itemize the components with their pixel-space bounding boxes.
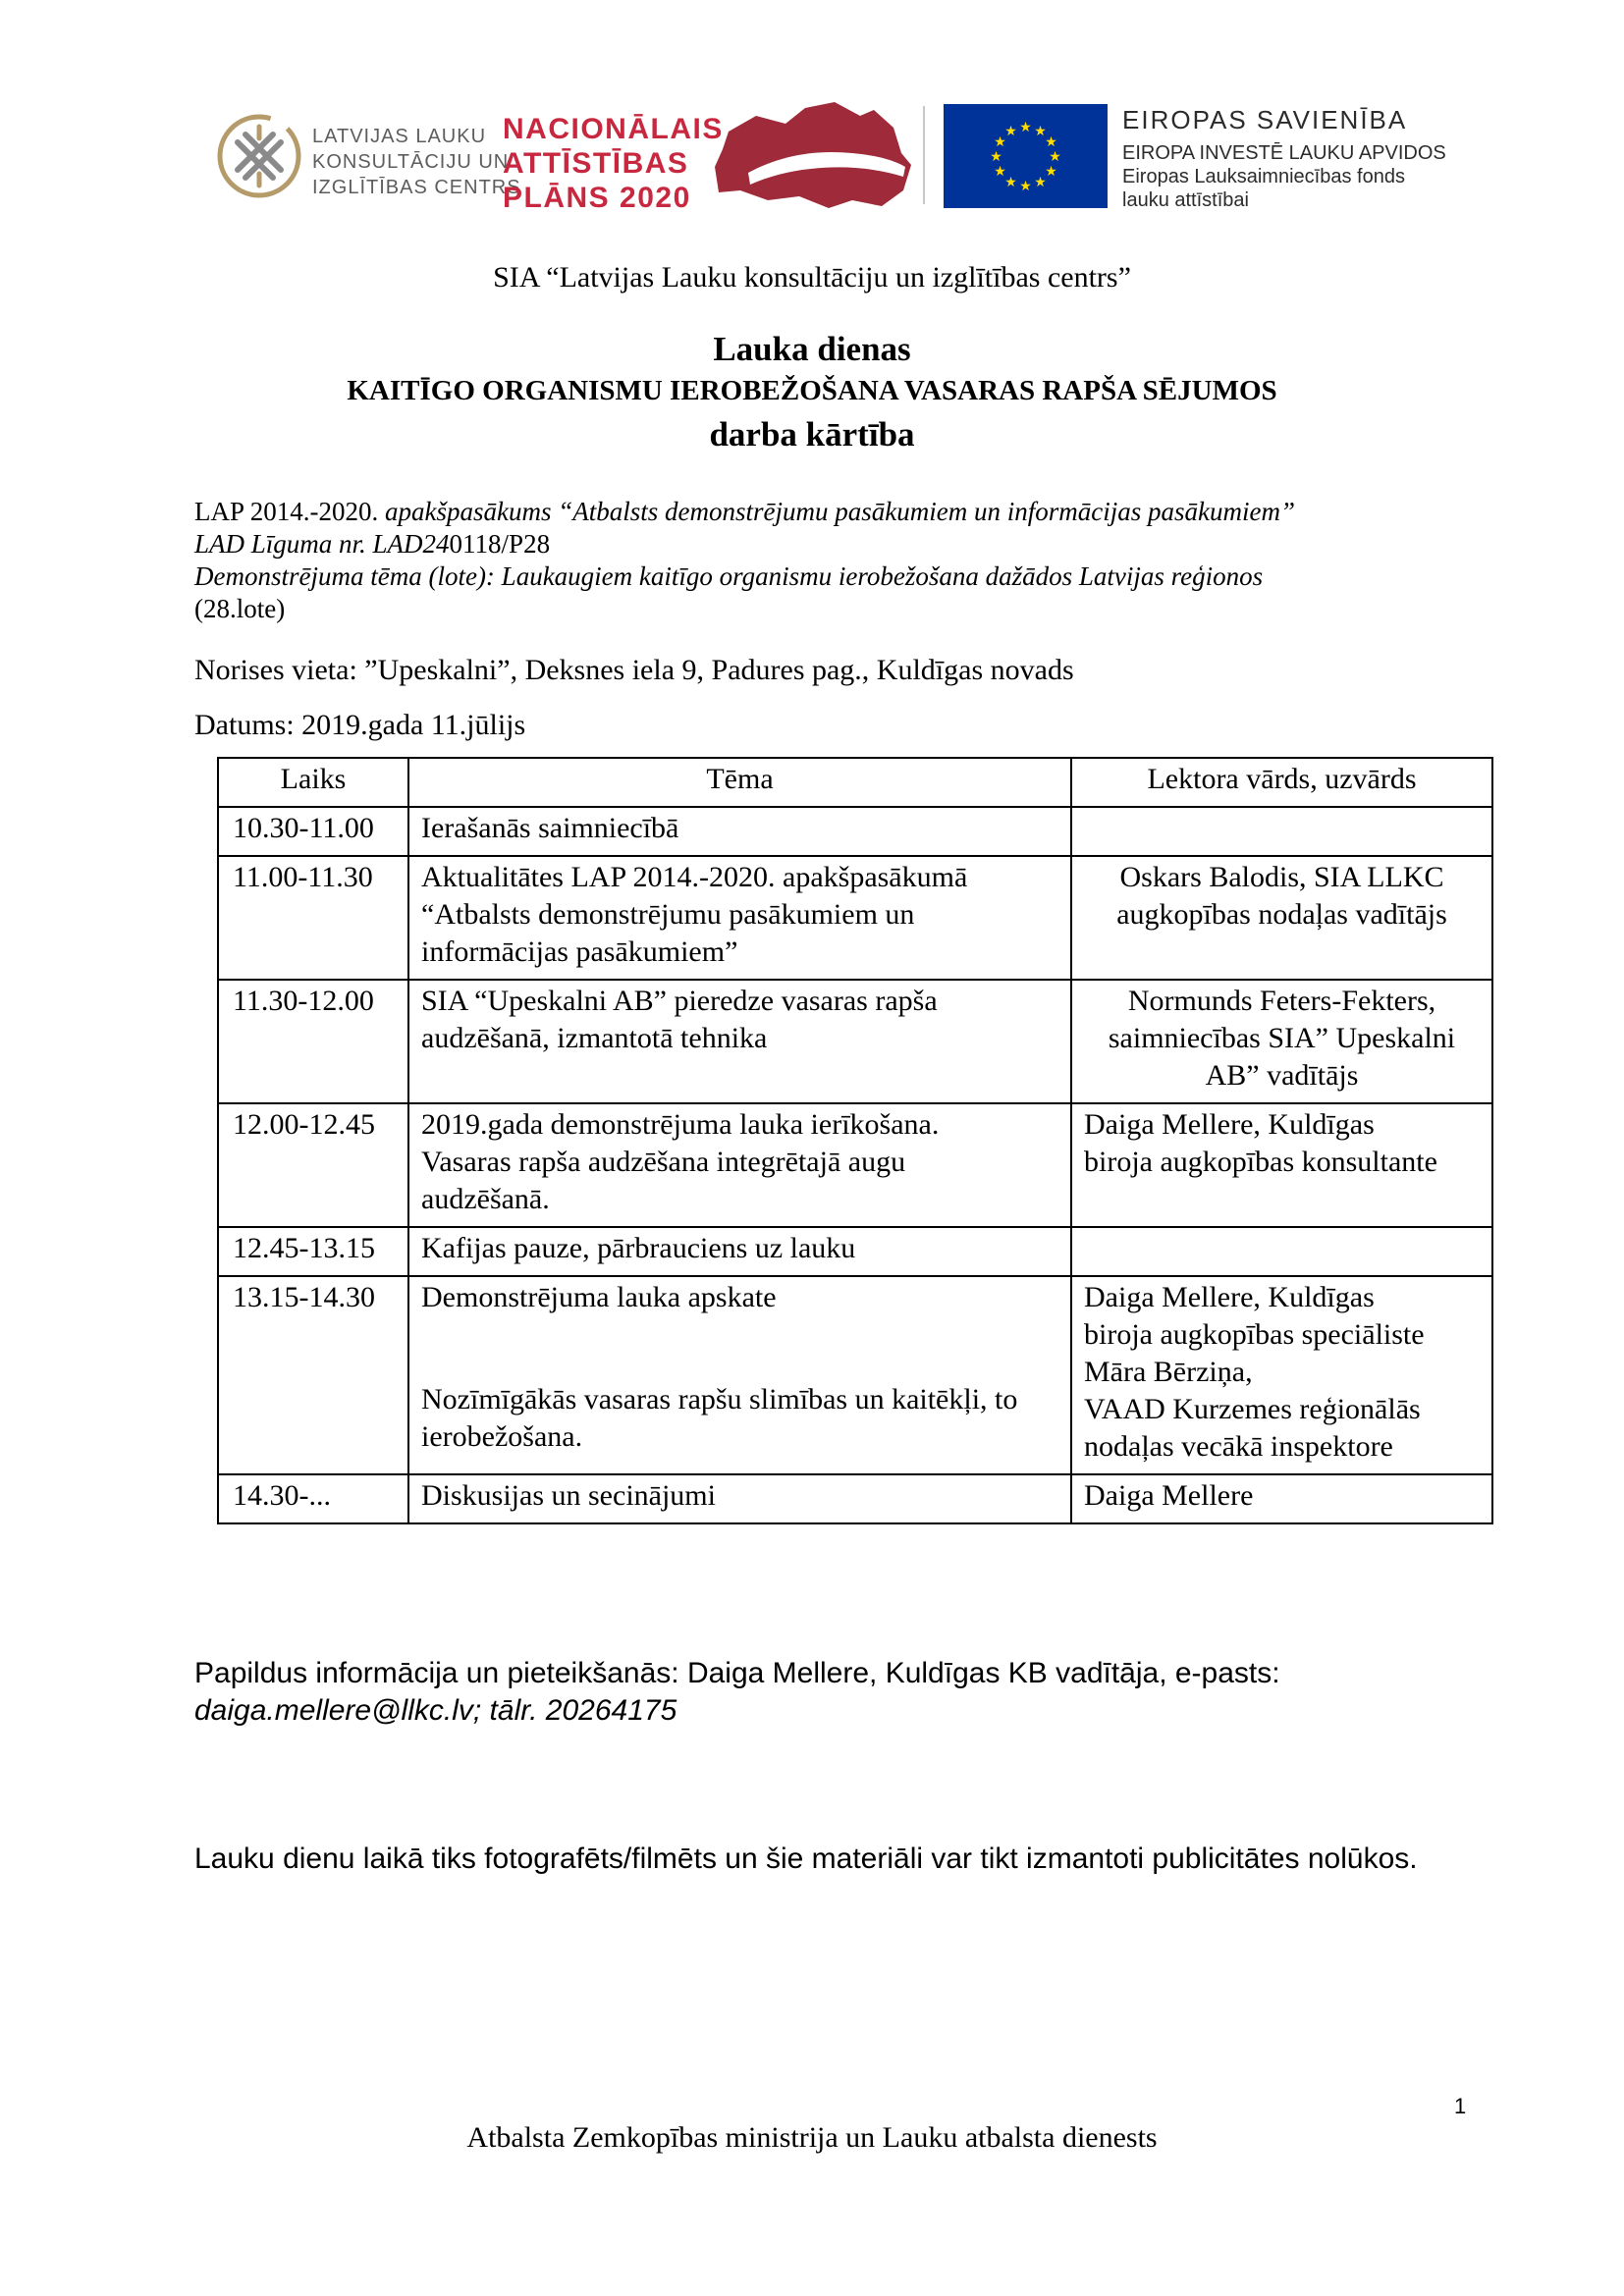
eu-star-icon: ★ [1004,124,1017,139]
eu-star-icon: ★ [1045,164,1057,180]
row-lecturer: Normunds Feters-Fekters, saimniecības SIA” Upeskalni AB” vadītājs [1071,980,1492,1103]
row-topic: Kafijas pauze, pārbrauciens uz lauku [408,1227,1071,1276]
page-number: 1 [1454,2094,1467,2118]
table-row [218,980,1492,1103]
footer-text: Atbalsta Zemkopības ministrija un Lauku atbalsta dienests [466,2121,1158,2154]
table-row [218,1276,1492,1474]
program-info: LAP 2014.-2020. apakšpasākums “Atbalsts demonstrējumu pasākumiem un informācijas pasākumiem” LAD Līguma nr. LAD240118/P28 Demonstrējuma tēma (lote): Laukaugiem kaitīgo organismu ierobežošana dažādos Latvijas reģionos (28.lote) [194,497,1295,623]
eu-star-icon: ★ [990,149,1002,165]
row-lecturer [1071,1227,1492,1276]
row-lecturer [1071,807,1492,856]
logo-divider [923,106,925,204]
row-lecturer: Daiga Mellere, Kuldīgas biroja augkopības konsultante [1071,1103,1492,1227]
eu-star-icon: ★ [1004,175,1017,190]
table-header-row [218,758,1492,807]
row-topic: SIA “Upeskalni AB” pieredze vasaras rapša audzēšanā, izmantotā tehnika [408,980,1071,1103]
table-row [218,1227,1492,1276]
row-lecturer: Daiga Mellere [1071,1474,1492,1523]
header-time: Laiks [218,758,408,807]
eu-subtitle: EIROPA INVESTĒ LAUKU APVIDOS Eiropas Lauksaimniecības fonds lauku attīstībai [1122,142,1446,211]
row-topic: Aktualitātes LAP 2014.-2020. apakšpasākumā “Atbalsts demonstrējumu pasākumiem un informācijas pasākumiem” [408,856,1071,980]
table-row [218,1474,1492,1523]
eu-star-icon: ★ [1034,175,1047,190]
table-row [218,856,1492,980]
event-date: Datums: 2019.gada 11.jūlijs [194,709,526,741]
publicity-notice: Lauku dienu laikā tiks fotografēts/filmēts un šie materiāli var tikt izmantoti publicitātes nolūkos. [194,1842,1418,1875]
eu-star-icon: ★ [1019,120,1032,135]
page-title: Lauka dienas [713,330,911,368]
header-lecturer: Lektora vārds, uzvārds [1071,758,1492,807]
organization-name: SIA “Latvijas Lauku konsultāciju un izglītības centrs” [493,261,1131,294]
row-time: 12.45-13.15 [218,1227,408,1276]
eu-title: EIROPAS SAVIENĪBA [1122,105,1408,134]
page-subtitle: KAITĪGO ORGANISMU IEROBEŽOŠANA VASARAS RAPŠA SĒJUMOS [347,375,1277,406]
llkc-emblem-icon [216,113,302,199]
row-topic: 2019.gada demonstrējuma lauka ierīkošana. Vasaras rapša audzēšana integrētajā augu audzēšanā. [408,1103,1071,1227]
row-time: 10.30-11.00 [218,807,408,856]
eu-star-icon: ★ [1049,149,1061,165]
row-topic: Ierašanās saimniecībā [408,807,1071,856]
contact-email-phone: daiga.mellere@llkc.lv; tālr. 20264175 [194,1694,677,1727]
eu-star-icon: ★ [1045,134,1057,150]
eu-flag-icon [944,104,1108,208]
contact-info: Papildus informācija un pieteikšanās: Daiga Mellere, Kuldīgas KB vadītāja, e-pasts: daiga.mellere@llkc.lv; tālr. 20264175 [194,1655,1280,1730]
row-time: 13.15-14.30 [218,1276,408,1474]
row-topic: Demonstrējuma lauka apskate Nozīmīgākās vasaras rapšu slimības un kaitēkļi, to ierobežošana. [408,1276,1071,1474]
eu-star-icon: ★ [994,134,1006,150]
eu-star-icon: ★ [1034,124,1047,139]
nap-logo-text: NACIONĀLAIS ATTĪSTĪBAS PLĀNS 2020 [503,113,724,214]
agenda-table [217,757,1493,1524]
table-row [218,1103,1492,1227]
row-time: 11.00-11.30 [218,856,408,980]
row-time: 11.30-12.00 [218,980,408,1103]
row-topic: Diskusijas un secinājumi [408,1474,1071,1523]
header-topic: Tēma [408,758,1071,807]
row-time: 12.00-12.45 [218,1103,408,1227]
eu-star-icon: ★ [994,164,1006,180]
event-location: Norises vieta: ”Upeskalni”, Deksnes iela 9, Padures pag., Kuldīgas novads [194,654,1074,686]
row-lecturer: Daiga Mellere, Kuldīgas biroja augkopības speciāliste Māra Bērziņa, VAAD Kurzemes reģionālās nodaļas vecākā inspektore [1071,1276,1492,1474]
table-row [218,807,1492,856]
row-time: 14.30-... [218,1474,408,1523]
row-lecturer: Oskars Balodis, SIA LLKC augkopības nodaļas vadītājs [1071,856,1492,980]
agenda-label: darba kārtība [709,415,915,454]
eu-star-icon: ★ [1019,179,1032,194]
llkc-logo-text: LATVIJAS LAUKU KONSULTĀCIJU UN IZGLĪTĪBAS CENTRS [312,126,521,198]
latvia-map-icon [709,98,917,211]
